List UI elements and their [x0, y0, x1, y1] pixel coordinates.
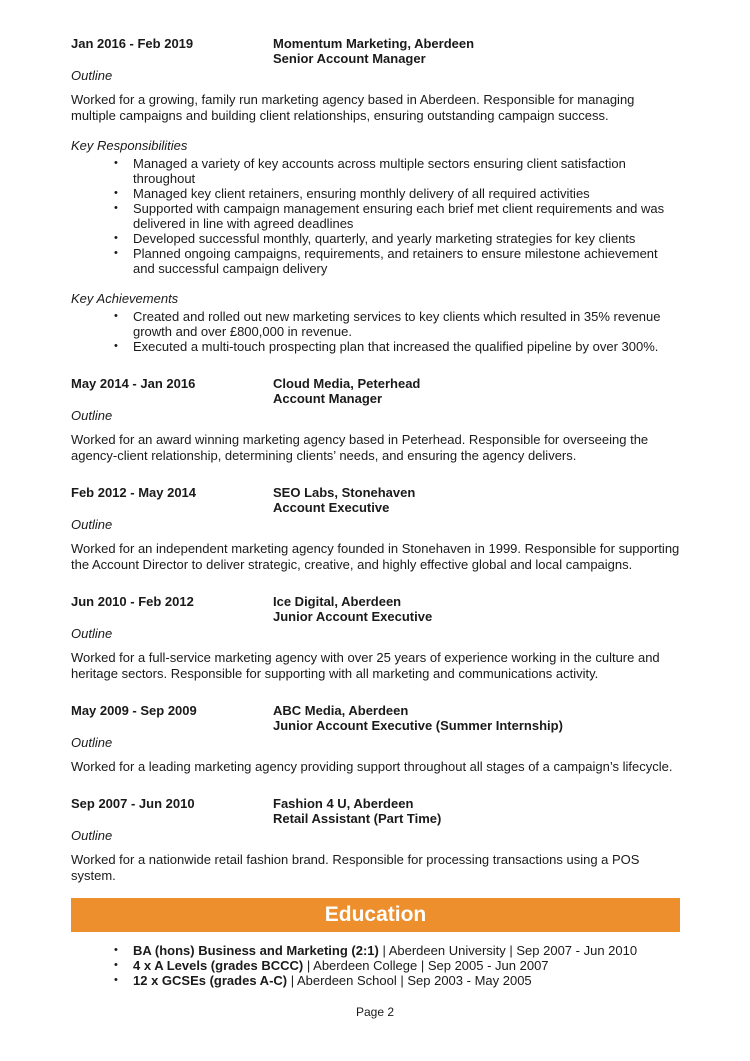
list-item: • Developed successful monthly, quarterly, and yearly marketing strategies for key clients: [133, 231, 680, 246]
list-item: [133, 943, 680, 958]
job-outline: Worked for an award winning marketing agency based in Peterhead. Responsible for overseeing the agency-client relationship, determining clients’ needs, and ensuring the agency delivers.: [71, 432, 649, 463]
job-title: Account Executive: [273, 500, 390, 515]
qualification-details: | Aberdeen College | Sep 2005 - Jun 2007: [303, 958, 549, 973]
list-item: • Supported with campaign management ensuring each brief met client requirements and was delivered in line with agreed deadlines: [133, 201, 680, 231]
education-heading: Education: [71, 898, 680, 932]
list-item: • Executed a multi-touch prospecting plan that increased the qualified pipeline by over 300%.: [133, 339, 680, 354]
job-company: Ice Digital, Aberdeen: [273, 594, 402, 609]
job-header: [71, 485, 680, 515]
job-outline: Worked for a nationwide retail fashion brand. Responsible for processing transactions using a POS system.: [71, 852, 640, 883]
cv-page-content: [71, 36, 680, 988]
job-outline: Worked for a growing, family run marketing agency based in Aberdeen. Responsible for managing multiple campaigns and building client relationships, ensuring outstanding campaign success.: [71, 92, 635, 123]
job-org: [273, 594, 680, 624]
job-entry: [71, 36, 680, 354]
job-title: Senior Account Manager: [273, 51, 426, 66]
outline-label: Outline: [71, 408, 113, 423]
job-company: SEO Labs, Stonehaven: [273, 485, 416, 500]
job-entry: [71, 594, 680, 682]
qualification-details: | Aberdeen University | Sep 2007 - Jun 2010: [378, 943, 638, 958]
job-dates: Feb 2012 - May 2014: [71, 485, 197, 500]
job-company: Momentum Marketing, Aberdeen: [273, 36, 475, 51]
job-entry: [71, 703, 680, 775]
job-entry: [71, 485, 680, 573]
page-number: Page 2: [355, 1005, 395, 1019]
job-org: [273, 796, 680, 826]
outline-label: Outline: [71, 626, 113, 641]
outline-label: Outline: [71, 735, 113, 750]
job-title: Account Manager: [273, 391, 383, 406]
job-header: [71, 36, 680, 66]
job-org: [273, 36, 680, 66]
job-org: [273, 376, 680, 406]
job-entry: [71, 376, 680, 464]
job-company: Fashion 4 U, Aberdeen: [273, 796, 414, 811]
achievements-list: [71, 309, 680, 354]
job-dates: Sep 2007 - Jun 2010: [71, 796, 195, 811]
qualification-details: | Aberdeen School | Sep 2003 - May 2005: [287, 973, 532, 988]
outline-label: Outline: [71, 517, 113, 532]
outline-label: Outline: [71, 828, 113, 843]
job-dates: Jan 2016 - Feb 2019: [71, 36, 194, 51]
list-item: • Planned ongoing campaigns, requirements, and retainers to ensure milestone achievement and successful campaign delivery: [133, 246, 680, 276]
responsibilities-label: Key Responsibilities: [71, 138, 188, 153]
education-list: [71, 943, 680, 988]
qualification: BA (hons) Business and Marketing (2:1): [133, 943, 379, 958]
list-item: • Created and rolled out new marketing services to key clients which resulted in 35% revenue growth and over £800,000 in revenue.: [133, 309, 680, 339]
qualification: 12 x GCSEs (grades A-C): [133, 973, 288, 988]
qualification: 4 x A Levels (grades BCCC): [133, 958, 304, 973]
list-item: • Managed a variety of key accounts across multiple sectors ensuring client satisfaction throughout: [133, 156, 680, 186]
job-org: [273, 485, 680, 515]
job-title: Retail Assistant (Part Time): [273, 811, 442, 826]
list-item: [133, 958, 680, 973]
list-item: • Managed key client retainers, ensuring monthly delivery of all required activities: [133, 186, 680, 201]
job-company: ABC Media, Aberdeen: [273, 703, 409, 718]
job-title: Junior Account Executive (Summer Internship): [273, 718, 563, 733]
job-company: Cloud Media, Peterhead: [273, 376, 421, 391]
job-header: [71, 703, 680, 733]
job-outline: Worked for a leading marketing agency providing support throughout all stages of a campaign’s lifecycle.: [71, 759, 673, 774]
job-dates: May 2009 - Sep 2009: [71, 703, 197, 718]
responsibilities-list: [71, 156, 680, 276]
job-dates: Jun 2010 - Feb 2012: [71, 594, 194, 609]
job-header: [71, 376, 680, 406]
job-outline: Worked for a full-service marketing agency with over 25 years of experience working in the culture and heritage sectors. Responsible for supporting with all marketing and communications activity.: [71, 650, 660, 681]
outline-label: Outline: [71, 68, 113, 83]
job-entry: [71, 796, 680, 884]
list-item: [133, 973, 680, 988]
job-org: [273, 703, 680, 733]
achievements-label: Key Achievements: [71, 291, 179, 306]
job-title: Junior Account Executive: [273, 609, 433, 624]
job-header: [71, 796, 680, 826]
job-header: [71, 594, 680, 624]
job-outline: Worked for an independent marketing agency founded in Stonehaven in 1999. Responsible for supporting the Account Director to deliver strategic, creative, and highly effective global and local campaigns.: [71, 541, 680, 572]
job-dates: May 2014 - Jan 2016: [71, 376, 196, 391]
